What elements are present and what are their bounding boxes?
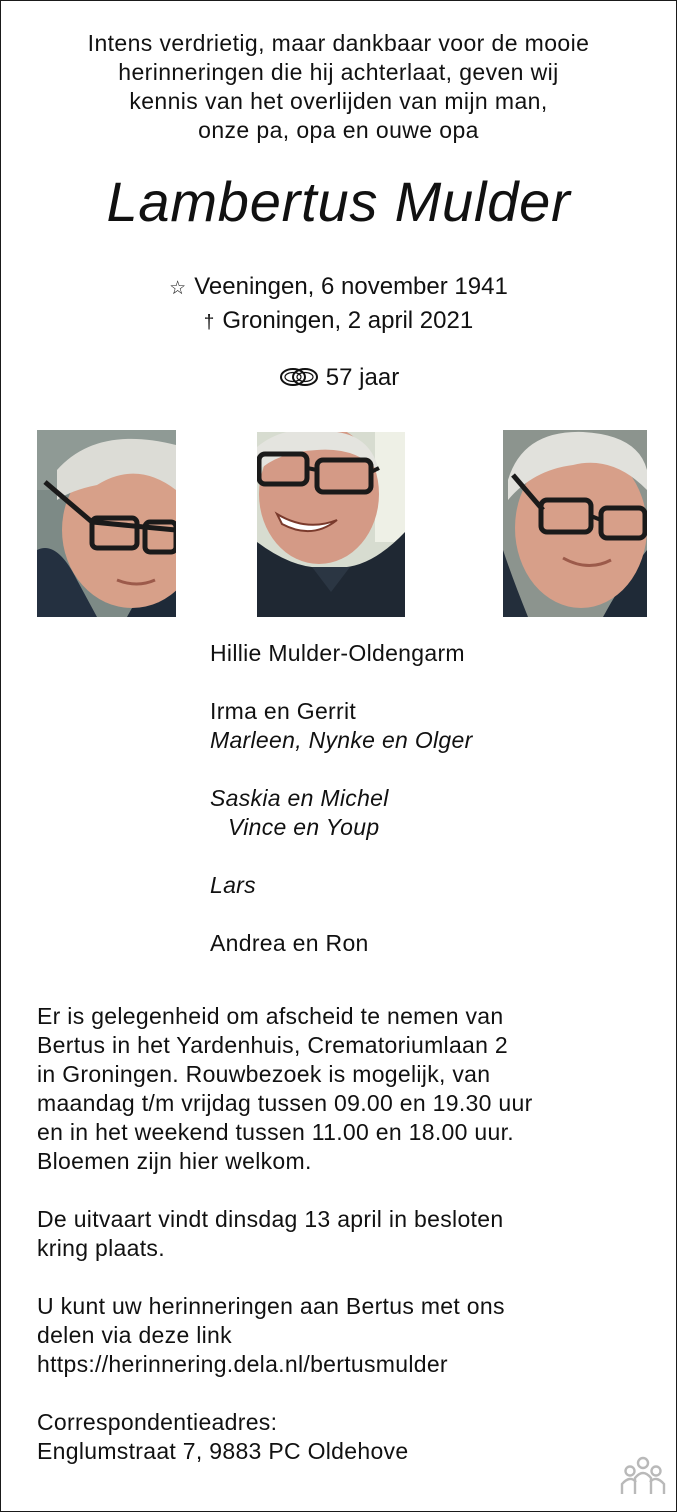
text-line: Er is gelegenheid om afscheid te nemen van: [37, 1003, 504, 1029]
family-list: [210, 639, 473, 958]
marriage-line: [1, 363, 676, 393]
intro-line: Intens verdrietig, maar dankbaar voor de mooie: [87, 30, 590, 56]
text-line: in Groningen. Rouwbezoek is mogelijk, van: [37, 1061, 491, 1087]
text-line: U kunt uw herinneringen aan Bertus met ons: [37, 1293, 505, 1319]
birth-text: Veeningen, 6 november 1941: [194, 273, 508, 300]
birth-line: [1, 271, 676, 305]
grandchildren-names: Vince en Youp: [228, 814, 380, 840]
child-name: Saskia en Michel: [210, 785, 389, 811]
text-line: Correspondentieadres:: [37, 1409, 278, 1435]
farewell-paragraph: [37, 1002, 533, 1176]
text-line: De uitvaart vindt dinsdag 13 april in besloten: [37, 1206, 504, 1232]
star-icon: ☆: [169, 278, 187, 299]
intro-text: [1, 29, 676, 145]
obituary-body: [37, 1002, 533, 1495]
funeral-paragraph: [37, 1205, 533, 1263]
death-line: [1, 305, 676, 339]
text-line: maandag t/m vrijdag tussen 09.00 en 19.30 uur: [37, 1090, 533, 1116]
portrait-photo-left: [37, 430, 176, 617]
intro-line: kennis van het overlijden van mijn man,: [129, 88, 548, 114]
cross-icon: †: [203, 312, 215, 333]
intro-line: onze pa, opa en ouwe opa: [198, 117, 479, 143]
child-name: Andrea en Ron: [210, 930, 369, 956]
life-dates: [1, 271, 676, 339]
text-line: en in het weekend tussen 11.00 en 18.00 uur.: [37, 1119, 514, 1145]
intro-line: herinneringen die hij achterlaat, geven wij: [118, 59, 559, 85]
memories-link[interactable]: https://herinnering.dela.nl/bertusmulder: [37, 1351, 448, 1377]
wedding-rings-icon: [278, 366, 320, 388]
marriage-years: 57 jaar: [325, 364, 400, 391]
deceased-name: Lambertus Mulder: [106, 170, 571, 233]
text-line: kring plaats.: [37, 1235, 165, 1261]
death-text: Groningen, 2 april 2021: [222, 307, 474, 334]
grandchildren-names: Marleen, Nynke en Olger: [210, 727, 473, 753]
text-line: Bloemen zijn hier welkom.: [37, 1148, 312, 1174]
correspondence-paragraph: [37, 1408, 533, 1466]
memories-paragraph: [37, 1292, 533, 1379]
portrait-photo-right: [503, 430, 647, 617]
child-name: Lars: [210, 872, 256, 898]
text-line: delen via deze link: [37, 1322, 232, 1348]
group-of-people-icon: [618, 1456, 668, 1501]
text-line: Bertus in het Yardenhuis, Crematoriumlaan 2: [37, 1032, 509, 1058]
child-name: Irma en Gerrit: [210, 698, 357, 724]
spouse-name: Hillie Mulder-Oldengarm: [210, 640, 465, 666]
correspondence-address: Englumstraat 7, 9883 PC Oldehove: [37, 1438, 409, 1464]
portrait-photo-center: [257, 432, 405, 617]
